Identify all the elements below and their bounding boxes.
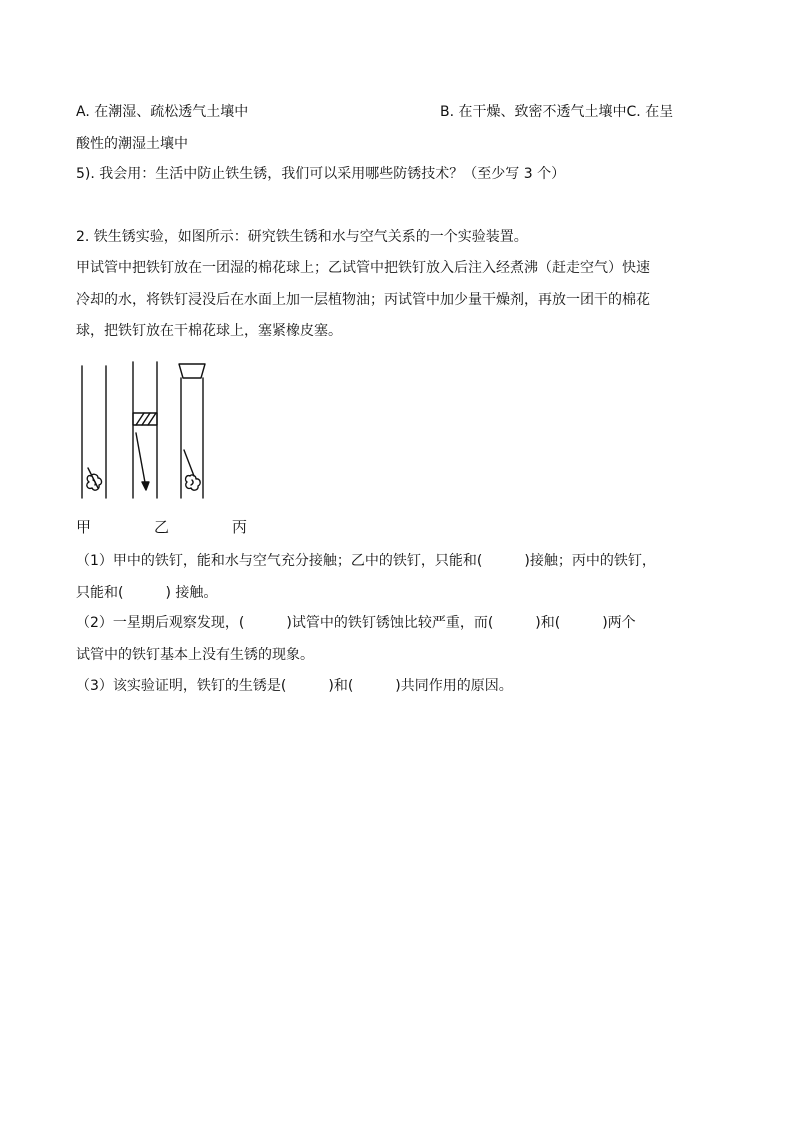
test-tubes-figure (76, 358, 226, 508)
question-1-line-2: 只能和( ) 接触。 (76, 585, 218, 601)
section-2-description-line-3: 球，把铁钉放在干棉花球上，塞紧橡皮塞。 (76, 323, 342, 339)
question-2-line-2: 试管中的铁钉基本上没有生锈的现象。 (76, 647, 314, 663)
tube-bing (179, 364, 205, 498)
tube-labels (76, 516, 276, 538)
section-2-description-line-2: 冷却的水，将铁钉浸没后在水面上加一层植物油；丙试管中加少量干燥剂，再放一团干的棉花 (76, 292, 650, 308)
rubber-stopper (179, 364, 205, 378)
option-b: B. 在干燥、致密不透气土壤中 (440, 104, 627, 120)
wet-cotton-ball (87, 474, 102, 490)
tube-yi (133, 362, 157, 498)
question-5: 5). 我会用：生活中防止铁生锈，我们可以采用哪些防锈技术？（至少写 3 个） (76, 166, 566, 182)
nail-yi (136, 433, 146, 488)
tube-jia (82, 366, 106, 498)
nail-jia (88, 468, 98, 488)
nail-bing (184, 450, 194, 476)
question-2-line-1: （2）一星期后观察发现，( )试管中的铁钉锈蚀比较严重，而( )和( )两个 (76, 615, 636, 631)
option-c-continued: 酸性的潮湿土壤中 (76, 136, 188, 152)
option-b-c (440, 102, 673, 122)
tube-label-yi: 乙 (154, 518, 170, 536)
section-2-heading: 2. 铁生锈实验，如图所示：研究铁生锈和水与空气关系的一个实验装置。 (76, 229, 528, 245)
section-2-description-line-1: 甲试管中把铁钉放在一团湿的棉花球上；乙试管中把铁钉放入后注入经煮沸（赶走空气）快速 (76, 260, 650, 276)
tube-label-bing: 丙 (232, 518, 248, 536)
question-1-line-1: （1）甲中的铁钉，能和水与空气充分接触；乙中的铁钉，只能和( )接触；丙中的铁钉， (76, 553, 656, 569)
option-a: A. 在潮湿、疏松透气土壤中 (76, 104, 249, 120)
question-3: （3）该实验证明，铁钉的生锈是( )和( )共同作用的原因。 (76, 678, 513, 694)
option-c-start: C. 在呈 (626, 104, 674, 120)
tube-label-jia: 甲 (76, 518, 92, 536)
